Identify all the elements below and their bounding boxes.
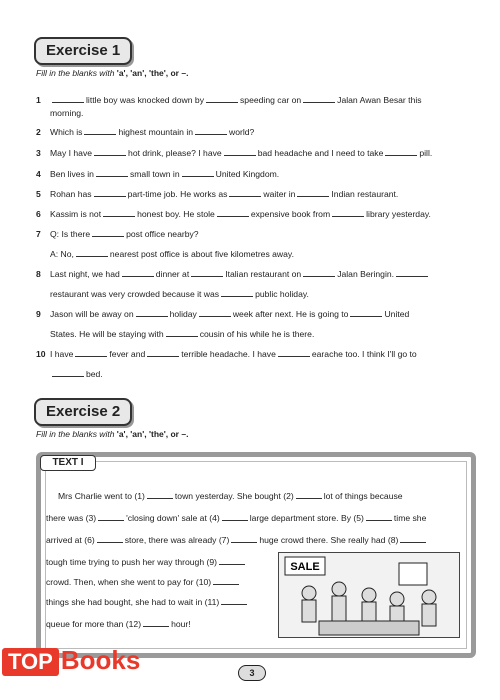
answer-blank[interactable] (303, 268, 335, 277)
question-segment: Q: Is there (50, 229, 91, 239)
question-segment: part-time job. He works as (127, 189, 228, 199)
question-number: 8 (36, 269, 41, 279)
passage-segment: crowd. Then, when she went to pay for (10) (46, 577, 212, 587)
answer-blank[interactable] (136, 308, 168, 317)
answer-blank[interactable] (52, 368, 84, 377)
answer-blank[interactable] (219, 556, 245, 565)
question-number: 5 (36, 189, 41, 199)
question-segment: Last night, we had (50, 269, 120, 279)
question-segment: highest mountain in (118, 127, 194, 137)
answer-blank[interactable] (122, 268, 154, 277)
passage-line (46, 534, 428, 545)
exercise-2-title: Exercise 2 (34, 398, 132, 426)
question-text (50, 126, 468, 138)
passage-segment: tough time trying to push her way through (9) (46, 557, 218, 567)
question-segment: dinner at (155, 269, 190, 279)
question-text (50, 94, 468, 106)
question-segment: Which is (50, 127, 83, 137)
question-segment: week after next. He is going to (232, 309, 349, 319)
question-text (50, 208, 468, 220)
answer-blank[interactable] (97, 534, 123, 543)
question-segment: restaurant was very crowded because it was (50, 289, 220, 299)
question-segment: pill. (419, 148, 433, 158)
question-segment: Jalan Beringin. (337, 269, 395, 279)
question-text (50, 368, 468, 380)
passage-segment: time she (393, 513, 427, 523)
question-continuation: morning. (50, 108, 84, 118)
question-text (50, 268, 468, 280)
question-segment: public holiday. (255, 289, 309, 299)
exercise-1-instruction: Fill in the blanks with 'a', 'an', 'the', or –. (36, 68, 189, 78)
question-segment: holiday (169, 309, 197, 319)
question-text (50, 248, 468, 260)
answer-blank[interactable] (217, 208, 249, 217)
question-segment: Italian restaurant on (225, 269, 302, 279)
question-text (50, 168, 468, 180)
passage-line (46, 576, 241, 587)
question-segment: I have (50, 349, 74, 359)
answer-blank[interactable] (231, 534, 257, 543)
answer-blank[interactable] (92, 228, 124, 237)
question-number: 10 (36, 349, 46, 359)
passage-line (58, 490, 403, 501)
question-text (50, 308, 468, 320)
answer-blank[interactable] (224, 147, 256, 156)
question-segment: States. He will be staying with (50, 329, 164, 339)
question-number: 3 (36, 148, 41, 158)
answer-blank[interactable] (96, 168, 128, 177)
answer-blank[interactable] (103, 208, 135, 217)
answer-blank[interactable] (166, 328, 198, 337)
answer-blank[interactable] (191, 268, 223, 277)
passage-segment: queue for more than (12) (46, 619, 142, 629)
question-segment: hot drink, please? I have (128, 148, 222, 158)
question-segment: Rohan has (50, 189, 92, 199)
answer-blank[interactable] (213, 576, 239, 585)
answer-blank[interactable] (229, 188, 261, 197)
answer-blank[interactable] (221, 596, 247, 605)
question-segment: United (384, 309, 410, 319)
answer-blank[interactable] (84, 126, 116, 135)
answer-blank[interactable] (98, 512, 124, 521)
question-segment: bed. (86, 369, 103, 379)
answer-blank[interactable] (303, 94, 335, 103)
question-segment: world? (229, 127, 255, 137)
question-number: 6 (36, 209, 41, 219)
question-segment: bad headache and I need to take (257, 148, 384, 158)
answer-blank[interactable] (278, 348, 310, 357)
passage-segment: lot of things because (323, 491, 403, 501)
passage-segment: things she had bought, she had to wait in (11) (46, 597, 220, 607)
answer-blank[interactable] (182, 168, 214, 177)
passage-segment: 'closing down' sale at (4) (126, 513, 220, 523)
question-segment: small town in (129, 169, 180, 179)
question-segment: terrible headache. I have (181, 349, 276, 359)
passage-segment: arrived at (6) (46, 535, 95, 545)
question-text (50, 328, 468, 340)
answer-blank[interactable] (296, 490, 322, 499)
question-segment: fever and (109, 349, 146, 359)
answer-blank[interactable] (396, 268, 428, 277)
question-segment: earache too. I think I'll go to (311, 349, 417, 359)
page-number: 3 (238, 665, 266, 681)
topbooks-watermark: TOP Books (2, 646, 140, 678)
passage-segment: town yesterday. She bought (2) (174, 491, 294, 501)
question-text (50, 348, 468, 360)
passage-line (46, 556, 247, 567)
answer-blank[interactable] (94, 147, 126, 156)
question-segment: Ben lives in (50, 169, 94, 179)
question-number: 1 (36, 95, 41, 105)
question-segment: expensive book from (250, 209, 331, 219)
question-segment: honest boy. He stole (137, 209, 215, 219)
passage-segment: hour! (171, 619, 191, 629)
question-segment: May I have (50, 148, 93, 158)
question-segment: Kassim is not (50, 209, 102, 219)
answer-blank[interactable] (75, 348, 107, 357)
question-text (50, 228, 468, 240)
answer-blank[interactable] (297, 188, 329, 197)
exercise-2-instruction: Fill in the blanks with 'a', 'an', 'the', or –. (36, 429, 189, 439)
question-text (50, 288, 468, 300)
answer-blank[interactable] (221, 288, 253, 297)
answer-blank[interactable] (195, 126, 227, 135)
answer-blank[interactable] (143, 618, 169, 627)
answer-blank[interactable] (206, 94, 238, 103)
answer-blank[interactable] (350, 308, 382, 317)
question-segment: A: No, (50, 249, 74, 259)
question-number: 9 (36, 309, 41, 319)
text-label: TEXT I (40, 455, 96, 471)
question-text (50, 147, 468, 159)
question-segment: nearest post office is about five kilometres away. (109, 249, 294, 259)
answer-blank[interactable] (94, 188, 126, 197)
question-segment: cousin of his while he is there. (199, 329, 315, 339)
answer-blank[interactable] (222, 512, 248, 521)
svg-text:SALE: SALE (290, 561, 320, 573)
answer-blank[interactable] (52, 94, 84, 103)
answer-blank[interactable] (199, 308, 231, 317)
answer-blank[interactable] (147, 348, 179, 357)
question-segment: speeding car on (240, 95, 302, 105)
question-number: 2 (36, 127, 41, 137)
passage-segment: store, there was already (7) (124, 535, 230, 545)
answer-blank[interactable] (366, 512, 392, 521)
question-number: 4 (36, 169, 41, 179)
passage-segment: Mrs Charlie went to (1) (58, 491, 145, 501)
question-segment: Indian restaurant. (331, 189, 399, 199)
answer-blank[interactable] (76, 248, 108, 257)
answer-blank[interactable] (332, 208, 364, 217)
question-segment: post office nearby? (126, 229, 199, 239)
passage-segment: huge crowd there. She really had (8) (259, 535, 399, 545)
passage-segment: there was (3) (46, 513, 97, 523)
question-segment: Jason will be away on (50, 309, 134, 319)
question-segment: library yesterday. (366, 209, 431, 219)
question-segment: waiter in (263, 189, 296, 199)
sale-illustration (278, 552, 460, 638)
exercise-1-title: Exercise 1 (34, 37, 132, 65)
answer-blank[interactable] (147, 490, 173, 499)
question-text (50, 188, 468, 200)
question-segment: United Kingdom. (215, 169, 280, 179)
passage-line (46, 512, 426, 523)
question-number: 7 (36, 229, 41, 239)
passage-line (46, 596, 249, 607)
passage-line (46, 618, 191, 629)
question-segment: Jalan Awan Besar this (337, 95, 422, 105)
passage-segment: large department store. By (5) (249, 513, 364, 523)
answer-blank[interactable] (385, 147, 417, 156)
question-segment: little boy was knocked down by (86, 95, 204, 105)
answer-blank[interactable] (400, 534, 426, 543)
